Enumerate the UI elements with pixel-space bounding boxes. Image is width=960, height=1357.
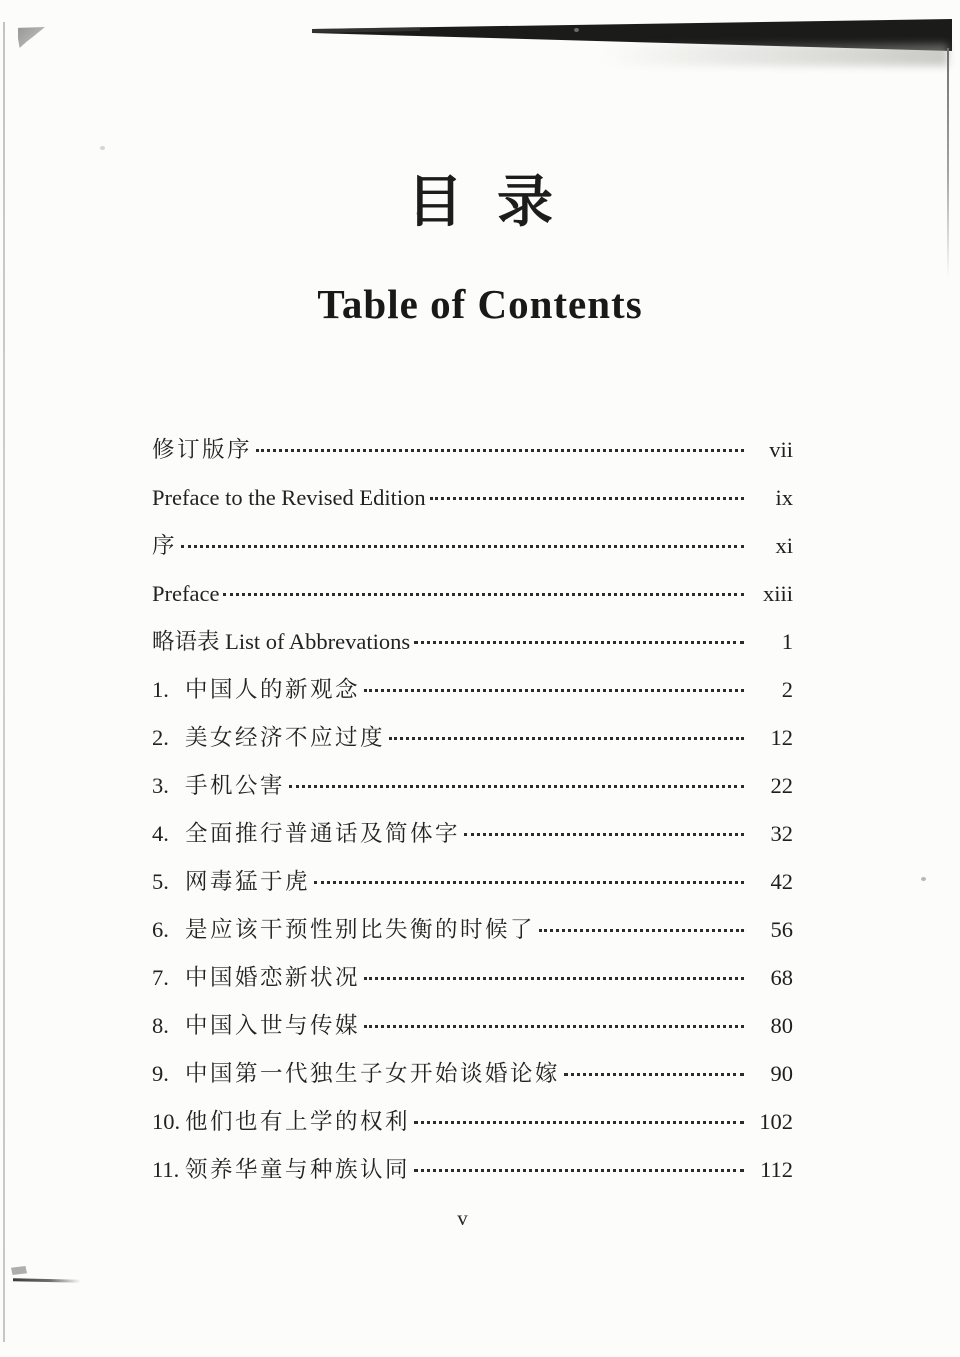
toc-entry-number: 11. [152,1157,180,1182]
scan-artifact-shadow [600,44,948,66]
toc-entry-label: 领养华童与种族认同 [185,1157,411,1182]
toc-entry-page-number: 112 [760,1157,793,1182]
toc-entry [152,724,793,752]
scan-speck [100,146,105,150]
toc-entry-page-number: vii [769,437,793,462]
toc-entry-page-number: 2 [781,677,793,702]
toc-entry-number: 4. [152,821,169,846]
toc-entry-page-number: xiii [762,581,793,606]
toc-entry [152,532,793,560]
toc-entry-label: 修订版序 [152,437,253,462]
toc-entry-label: Preface [152,581,220,606]
scan-speck [574,28,579,32]
dot-leader [539,929,744,932]
dot-leader [464,833,744,836]
toc-entry [152,916,793,944]
dot-leader [430,497,744,500]
toc-entry-number: 10. [152,1109,181,1134]
toc-entry-number: 2. [152,725,169,750]
toc-entry [152,820,793,848]
dot-leader [414,1121,744,1124]
toc-entry [152,676,793,704]
dot-leader [564,1073,744,1076]
toc-entry-number: 8. [152,1013,169,1038]
toc-entry [152,1060,793,1088]
toc-entry-label: Preface to the Revised Edition [152,485,426,510]
toc-entry [152,628,793,656]
toc-entry [152,1108,793,1136]
toc-entry-page-number: ix [775,485,793,510]
dot-leader [364,977,744,980]
toc-entry-page-number: 68 [770,965,793,990]
dot-leader [364,1025,744,1028]
toc-entry [152,1012,793,1040]
dot-leader [256,449,744,452]
scan-artifact-bottom-left-smudge [11,1266,27,1275]
toc-entry [152,964,793,992]
toc-entry-page-number: 12 [770,725,793,750]
toc-entry [152,868,793,896]
dot-leader [223,593,744,596]
toc-entry-page-number: 56 [770,917,793,942]
toc-entry-label: 美女经济不应过度 [185,725,386,750]
dot-leader [389,737,744,740]
dot-leader [181,545,744,548]
toc-entry-page-number: 1 [781,629,793,654]
toc-entry [152,580,793,608]
scan-speck [921,877,926,881]
toc-entry-number: 7. [152,965,169,990]
dot-leader [414,641,744,644]
toc-entry-label: 中国婚恋新状况 [185,965,361,990]
toc-entry-label: 是应该干预性别比失衡的时候了 [185,917,536,942]
toc-entry-number: 3. [152,773,169,798]
folio-page-number: v [457,1206,468,1230]
page-title-chinese: 目录 [407,172,587,234]
dot-leader [314,881,744,884]
toc-entry-label: 略语表 List of Abbrevations [152,629,411,654]
dot-leader [414,1169,744,1172]
scan-artifact-bottom-left-streak [13,1278,81,1282]
toc-entry-number: 9. [152,1061,169,1086]
toc-entry-number: 6. [152,917,169,942]
toc-entry-page-number: xi [775,533,793,558]
toc-entry-page-number: 80 [770,1013,793,1038]
toc-entry-label: 中国第一代独生子女开始谈婚论嫁 [185,1061,561,1086]
toc-entry-label: 序 [152,533,178,558]
page-title-english: Table of Contents [317,281,643,327]
toc-entry-label: 手机公害 [185,773,286,798]
toc-entry-page-number: 90 [770,1061,793,1086]
toc-entry-label: 网毒猛于虎 [185,869,311,894]
toc-list [152,436,793,1204]
toc-entry-page-number: 32 [770,821,793,846]
toc-entry [152,1156,793,1184]
toc-entry [152,772,793,800]
toc-entry [152,436,793,464]
toc-entry-page-number: 22 [770,773,793,798]
toc-entry-number: 5. [152,869,169,894]
dot-leader [289,785,744,788]
toc-entry-label: 中国入世与传媒 [185,1013,361,1038]
toc-entry-label: 中国人的新观念 [185,677,361,702]
toc-entry-page-number: 102 [759,1109,793,1134]
toc-entry [152,484,793,512]
toc-entry-page-number: 42 [770,869,793,894]
dot-leader [364,689,744,692]
toc-entry-number: 1. [152,677,169,702]
toc-entry-label: 全面推行普通话及简体字 [185,821,461,846]
scan-artifact-top-left-smudge [18,27,45,48]
toc-entry-label: 他们也有上学的权利 [185,1109,411,1134]
